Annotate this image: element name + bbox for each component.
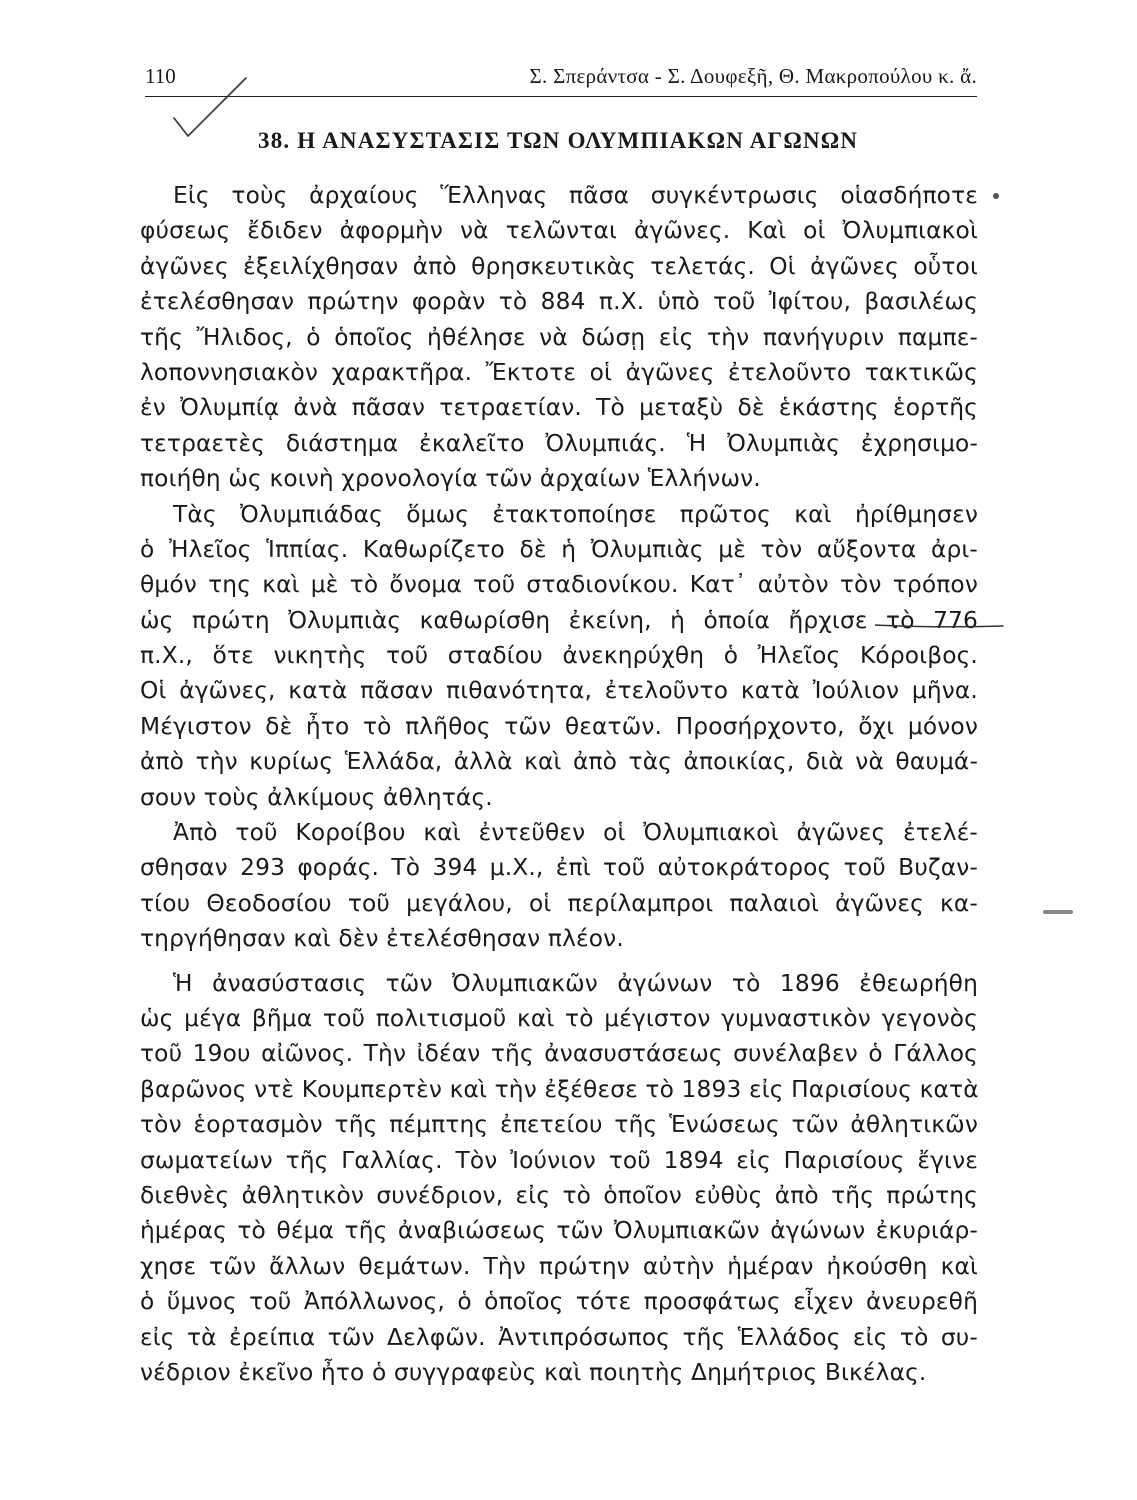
page-header bbox=[145, 62, 977, 97]
paragraph bbox=[140, 178, 978, 497]
text-line: Ἀπὸ τοῦ Κοροίβου καὶ ἐντεῦθεν οἱ Ὀλυμπιακοὶ ἀγῶνες ἐτελέ- bbox=[173, 819, 978, 847]
paragraph bbox=[140, 815, 978, 957]
stray-ink-dash bbox=[1043, 910, 1073, 914]
text-line: Τὰς Ὀλυμπιάδας ὅμως ἐτακτοποίησε πρῶτος καὶ ἠρίθμησεν bbox=[173, 500, 978, 528]
paragraph bbox=[140, 497, 978, 816]
section-title: 38. Η ΑΝΑΣΥΣΤΑΣΙΣ ΤΩΝ ΟΛΥΜΠΙΑΚΩΝ ΑΓΩΝΩΝ bbox=[258, 128, 859, 153]
text-line: βαρῶνος ντὲ Κουμπερτὲν καὶ τὴν ἐξέθεσε τὸ 1893 εἰς Παρισίους κατὰ bbox=[140, 1075, 979, 1103]
text-line: τετραετὲς διάστημα ἐκαλεῖτο Ὀλυμπιάς. Ἡ Ὀλυμπιὰς ἐχρησιμο- bbox=[140, 429, 978, 457]
text-line: ἐν Ὀλυμπίᾳ ἀνὰ πᾶσαν τετραετίαν. Τὸ μεταξὺ δὲ ἑκάστης ἑορτῆς bbox=[140, 394, 978, 422]
text-line: ἀπὸ τὴν κυρίως Ἑλλάδα, ἀλλὰ καὶ ἀπὸ τὰς ἀποικίας, διὰ νὰ θαυμά- bbox=[140, 748, 978, 776]
text-line: ἡμέρας τὸ θέμα τῆς ἀναβιώσεως τῶν Ὀλυμπιακῶν ἀγώνων ἐκυριάρ- bbox=[140, 1217, 978, 1245]
page-number: 110 bbox=[145, 64, 176, 88]
text-line: λοποννησιακὸν χαρακτῆρα. Ἔκτοτε οἱ ἀγῶνες ἐτελοῦντο τακτικῶς bbox=[140, 358, 978, 386]
handwritten-underline bbox=[875, 622, 1005, 630]
text-line: θμόν της καὶ μὲ τὸ ὄνομα τοῦ σταδιονίκου. Κατ᾽ αὐτὸν τὸν τρόπον bbox=[140, 571, 978, 599]
text-line: σθησαν 293 φοράς. Τὸ 394 μ.Χ., ἐπὶ τοῦ αὐτοκράτορος τοῦ Βυζαν- bbox=[140, 854, 978, 882]
text-line: νέδριον ἐκεῖνο ἦτο ὁ συγγραφεὺς καὶ ποιητὴς Δημήτριος Βικέλας. bbox=[140, 1358, 927, 1386]
text-line: ἀγῶνες ἐξειλίχθησαν ἀπὸ θρησκευτικὰς τελετάς. Οἱ ἀγῶνες οὗτοι bbox=[140, 252, 978, 280]
text-line: τίου Θεοδοσίου τοῦ μεγάλου, οἱ περίλαμπροι παλαιοὶ ἀγῶνες κα- bbox=[140, 889, 978, 917]
text-line: εἰς τὰ ἐρείπια τῶν Δελφῶν. Ἀντιπρόσωπος τῆς Ἑλλάδος εἰς τὸ συ- bbox=[140, 1323, 978, 1351]
text-line: τοῦ 19ου αἰῶνος. Τὴν ἰδέαν τῆς ἀνασυστάσεως συνέλαβεν ὁ Γάλλος bbox=[140, 1040, 978, 1068]
text-line: π.Χ., ὅτε νικητὴς τοῦ σταδίου ἀνεκηρύχθη ὁ Ἠλεῖος Κόροιβος. bbox=[140, 642, 978, 670]
text-line: φύσεως ἔδιδεν ἀφορμὴν νὰ τελῶνται ἀγῶνες. Καὶ οἱ Ὀλυμπιακοὶ bbox=[140, 217, 978, 245]
stray-ink-dot bbox=[993, 193, 999, 199]
text-line: ἐτελέσθησαν πρώτην φορὰν τὸ 884 π.Χ. ὑπὸ τοῦ Ἰφίτου, βασιλέως bbox=[140, 288, 978, 316]
text-line: διεθνὲς ἀθλητικὸν συνέδριον, εἰς τὸ ὁποῖον εὐθὺς ἀπὸ τῆς πρώτης bbox=[140, 1181, 978, 1209]
text-line: χησε τῶν ἄλλων θεμάτων. Τὴν πρώτην αὐτὴν ἡμέραν ἠκούσθη καὶ bbox=[140, 1252, 978, 1280]
text-line: σωματείων τῆς Γαλλίας. Τὸν Ἰούνιον τοῦ 1894 εἰς Παρισίους ἔγινε bbox=[140, 1146, 978, 1174]
text-line: ὁ ὕμνος τοῦ Ἀπόλλωνος, ὁ ὁποῖος τότε προσφάτως εἶχεν ἀνευρεθῆ bbox=[140, 1288, 978, 1316]
text-line: Εἰς τοὺς ἀρχαίους Ἕλληνας πᾶσα συγκέντρωσις οἱασδήποτε bbox=[173, 182, 978, 209]
article-body bbox=[140, 178, 978, 1390]
text-line: σουν τοὺς ἀλκίμους ἀθλητάς. bbox=[140, 783, 493, 811]
text-line: ὁ Ἠλεῖος Ἱππίας. Καθωρίζετο δὲ ἡ Ὀλυμπιὰς μὲ τὸν αὔξοντα ἀρι- bbox=[140, 535, 978, 563]
text-line: ποιήθη ὡς κοινὴ χρονολογία τῶν ἀρχαίων Ἑλλήνων. bbox=[140, 465, 761, 493]
handwritten-check-icon bbox=[170, 76, 260, 156]
text-line: Οἱ ἀγῶνες, κατὰ πᾶσαν πιθανότητα, ἐτελοῦντο κατὰ Ἰούλιον μῆνα. bbox=[140, 677, 978, 705]
text-line: τηργήθησαν καὶ δὲν ἐτελέσθησαν πλέον. bbox=[140, 925, 624, 953]
text-line: ὡς πρώτη Ὀλυμπιὰς καθωρίσθη ἐκείνη, ἡ ὁποία ἤρχισε τὸ 776 bbox=[140, 606, 978, 634]
running-head: Σ. Σπεράντσα - Σ. Δουφεξῆ, Θ. Μακροπούλου κ. ἄ. bbox=[529, 64, 977, 88]
paragraph bbox=[140, 966, 978, 1391]
text-line: Μέγιστον δὲ ἦτο τὸ πλῆθος τῶν θεατῶν. Προσήρχοντο, ὄχι μόνον bbox=[140, 712, 978, 740]
text-line: Ἡ ἀνασύστασις τῶν Ὀλυμπιακῶν ἀγώνων τὸ 1896 ἐθεωρήθη bbox=[173, 969, 978, 997]
text-line: τὸν ἑορτασμὸν τῆς πέμπτης ἐπετείου τῆς Ἑνώσεως τῶν ἀθλητικῶν bbox=[140, 1111, 978, 1139]
text-line: τῆς Ἤλιδος, ὁ ὁποῖος ἠθέλησε νὰ δώσῃ εἰς τὴν πανήγυριν παμπε- bbox=[140, 323, 978, 351]
text-line: ὡς μέγα βῆμα τοῦ πολιτισμοῦ καὶ τὸ μέγιστον γυμναστικὸν γεγονὸς bbox=[140, 1004, 978, 1032]
